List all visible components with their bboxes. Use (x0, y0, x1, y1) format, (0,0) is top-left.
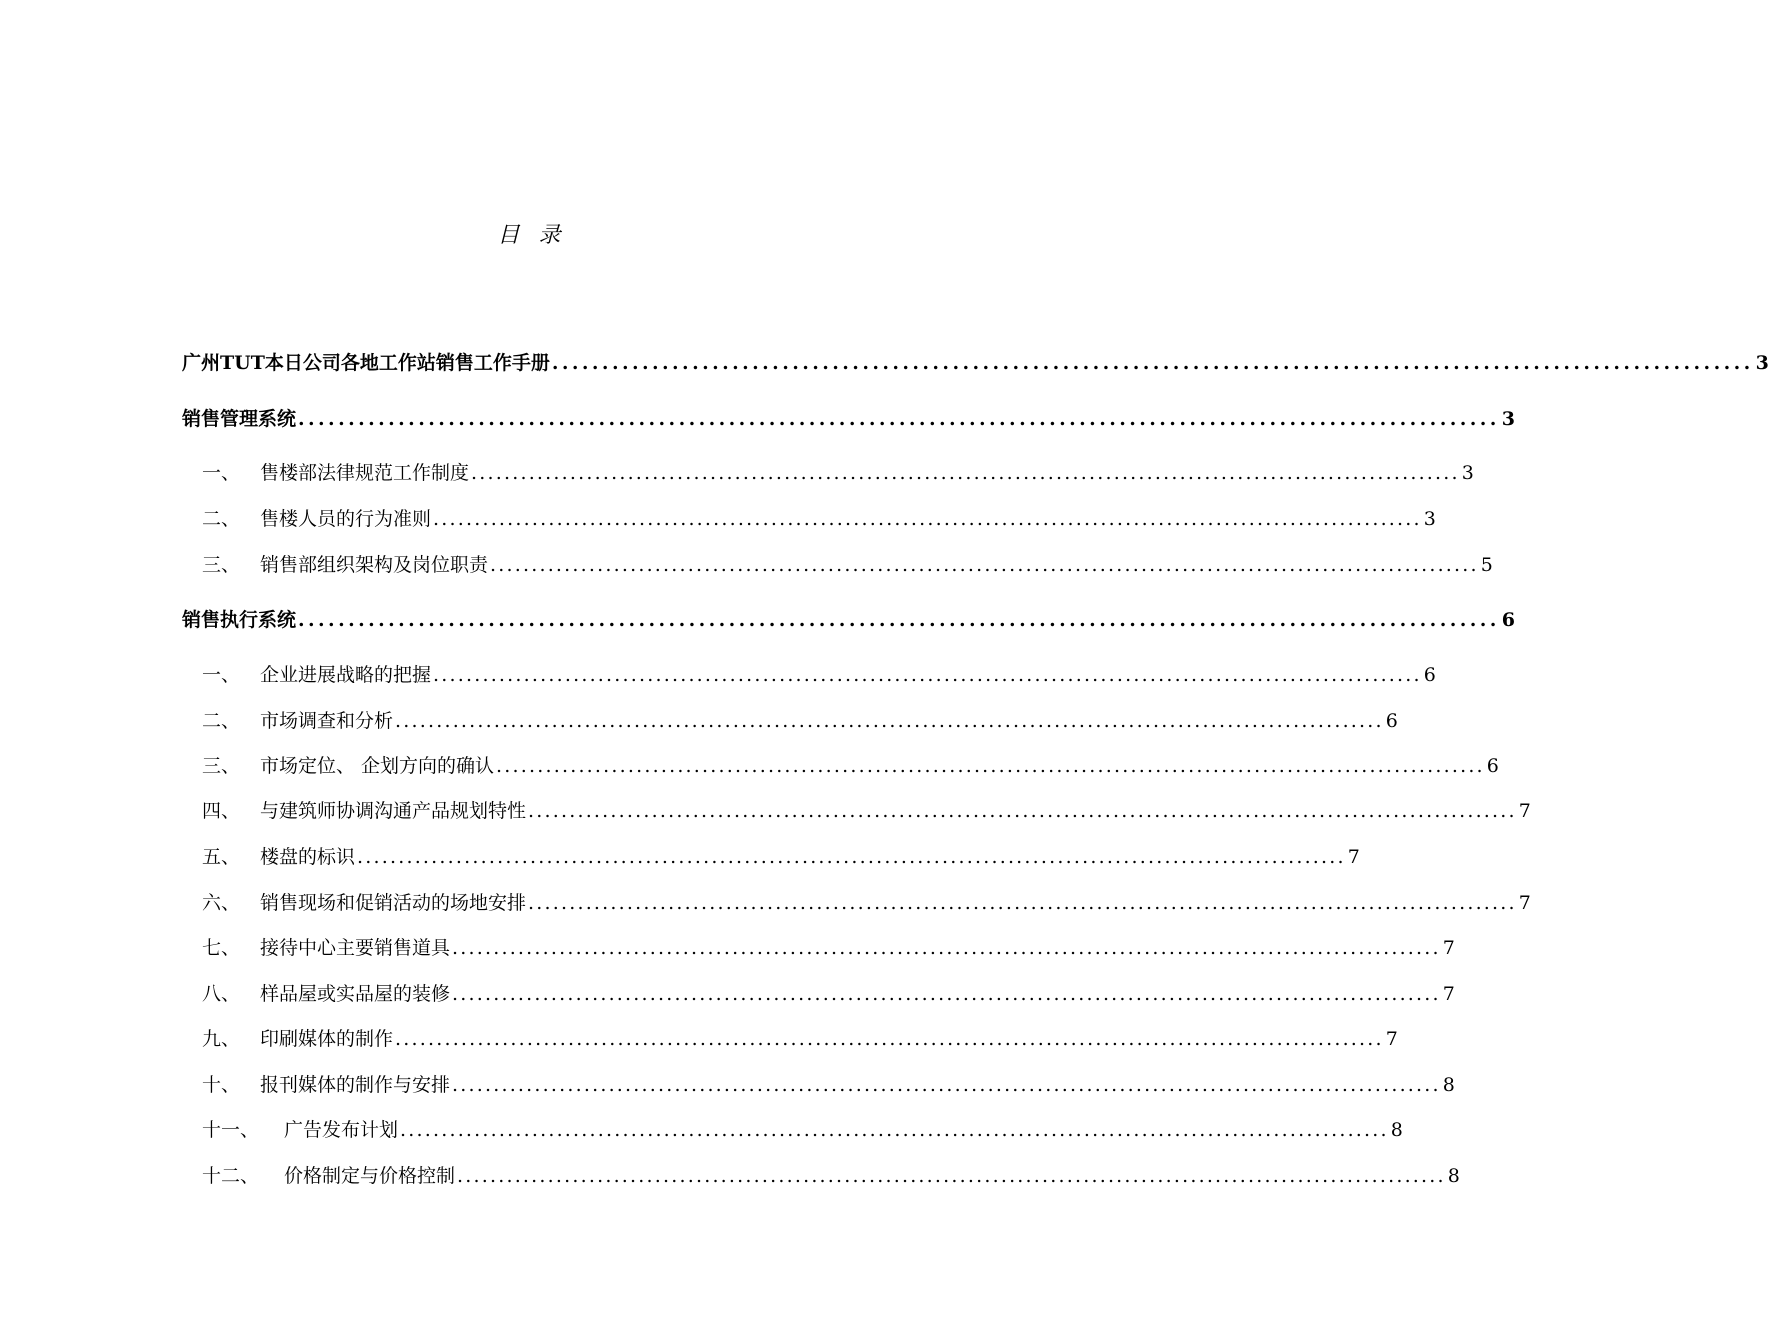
toc-entry-number: 十一、 (202, 1119, 260, 1141)
toc-entry-page: 3 (1423, 508, 1436, 530)
toc-entry[interactable] (202, 706, 1398, 736)
toc-entry[interactable] (182, 404, 1516, 434)
toc-entry-number: 一、 (202, 462, 241, 484)
toc-entry-text: 接待中心主要销售道具 (260, 937, 451, 959)
toc-entry-page: 7 (1385, 1028, 1398, 1050)
toc-entry-text: 样品屋或实品屋的装修 (260, 983, 451, 1005)
toc-entry[interactable] (202, 458, 1474, 488)
toc-entry-page: 6 (1486, 755, 1499, 777)
toc-entry[interactable] (202, 751, 1499, 781)
toc-entry-text: 市场调查和分析 (260, 710, 394, 732)
toc-entry-page: 3 (1501, 408, 1516, 430)
toc-entry[interactable] (202, 1024, 1398, 1054)
toc-entry-number: 十二、 (202, 1165, 260, 1187)
toc-entry-text: 售楼人员的行为准则 (260, 508, 432, 530)
toc-entry-text: 楼盘的标识 (260, 846, 356, 868)
toc-entry-text: 销售现场和促销活动的场地安排 (260, 892, 527, 914)
toc-leader-dots: ........................................................................................................................ (457, 1165, 1446, 1187)
toc-entry-number: 九、 (202, 1028, 241, 1050)
toc-entry-page: 3 (1461, 462, 1474, 484)
toc-entry[interactable] (202, 504, 1436, 534)
toc-entry-number: 八、 (202, 983, 241, 1005)
toc-entry[interactable] (202, 660, 1436, 690)
toc-entry-text: 印刷媒体的制作 (260, 1028, 394, 1050)
toc-entry[interactable] (202, 1115, 1403, 1145)
toc-leader-dots: ........................................................................................................................ (452, 983, 1441, 1005)
toc-entry[interactable] (202, 796, 1531, 826)
toc-entry-page: 8 (1390, 1119, 1403, 1141)
toc-leader-dots: ........................................................................................................................ (452, 1074, 1441, 1096)
toc-entry-number: 三、 (202, 755, 241, 777)
toc-entry-page: 7 (1518, 800, 1531, 822)
toc-entry-number: 一、 (202, 664, 241, 686)
toc-entry-page: 7 (1442, 937, 1455, 959)
toc-leader-dots: ........................................................................................................................ (400, 1119, 1389, 1141)
toc-entry[interactable] (202, 550, 1493, 580)
toc-entry-page: 7 (1442, 983, 1455, 1005)
toc-entry-number: 六、 (202, 892, 241, 914)
toc-leader-dots: ........................................................................................................................ (490, 554, 1479, 576)
toc-entry-text: 报刊媒体的制作与安排 (260, 1074, 451, 1096)
toc-entry-text: 销售部组织架构及岗位职责 (260, 554, 489, 576)
toc-entry-text: 售楼部法律规范工作制度 (260, 462, 470, 484)
toc-leader-dots: ........................................................................................................................ (298, 408, 1500, 430)
toc-leader-dots: ........................................................................................................................ (496, 755, 1485, 777)
toc-entry-text: 企业进展战略的把握 (260, 664, 432, 686)
toc-entry-number: 十、 (202, 1074, 241, 1096)
toc-entry-page: 6 (1385, 710, 1398, 732)
toc-leader-dots: ........................................................................................................................ (528, 800, 1517, 822)
toc-leader-dots: ........................................................................................................................ (395, 710, 1384, 732)
toc-entry[interactable] (182, 348, 1769, 378)
toc-entry[interactable] (202, 1161, 1460, 1191)
toc-entry-text: 与建筑师协调沟通产品规划特性 (260, 800, 527, 822)
toc-entry-number: 四、 (202, 800, 241, 822)
toc-entry-number: 三、 (202, 554, 241, 576)
toc-leader-dots: ........................................................................................................................ (433, 664, 1422, 686)
toc-entry-page: 3 (1755, 352, 1769, 374)
toc-leader-dots: ........................................................................................................................ (551, 352, 1754, 374)
toc-leader-dots: ........................................................................................................................ (357, 846, 1346, 868)
toc-leader-dots: ........................................................................................................................ (471, 462, 1460, 484)
toc-entry-text: 价格制定与价格控制 (284, 1165, 456, 1187)
toc-leader-dots: ........................................................................................................................ (433, 508, 1422, 530)
toc-entry-number: 二、 (202, 710, 241, 732)
toc-entry[interactable] (202, 1070, 1455, 1100)
toc-leader-dots: ........................................................................................................................ (395, 1028, 1384, 1050)
toc-entry-text: 市场定位、 企划方向的确认 (260, 755, 495, 777)
toc-entry[interactable] (202, 979, 1455, 1009)
toc-entry-page: 6 (1423, 664, 1436, 686)
toc-leader-dots: ........................................................................................................................ (298, 609, 1500, 631)
toc-entry-page: 7 (1347, 846, 1360, 868)
toc-entry-text: 销售管理系统 (182, 408, 297, 430)
toc-entry[interactable] (182, 605, 1516, 635)
toc-entry-number: 五、 (202, 846, 241, 868)
toc-leader-dots: ........................................................................................................................ (452, 937, 1441, 959)
toc-entry-page: 8 (1442, 1074, 1455, 1096)
toc-entry-number: 七、 (202, 937, 241, 959)
toc-entry-page: 5 (1480, 554, 1493, 576)
toc-title: 目 录 (497, 223, 567, 248)
toc-entry-page: 8 (1447, 1165, 1460, 1187)
toc-entry-page: 6 (1501, 609, 1516, 631)
toc-leader-dots: ........................................................................................................................ (528, 892, 1517, 914)
toc-entry-text: 销售执行系统 (182, 609, 297, 631)
toc-entry-page: 7 (1518, 892, 1531, 914)
toc-entry-text: 广告发布计划 (284, 1119, 399, 1141)
toc-entry-number: 二、 (202, 508, 241, 530)
toc-entry-text: 广州TUT本日公司各地工作站销售工作手册 (182, 352, 550, 374)
toc-entry[interactable] (202, 842, 1360, 872)
toc-entry[interactable] (202, 888, 1531, 918)
toc-entry[interactable] (202, 933, 1455, 963)
